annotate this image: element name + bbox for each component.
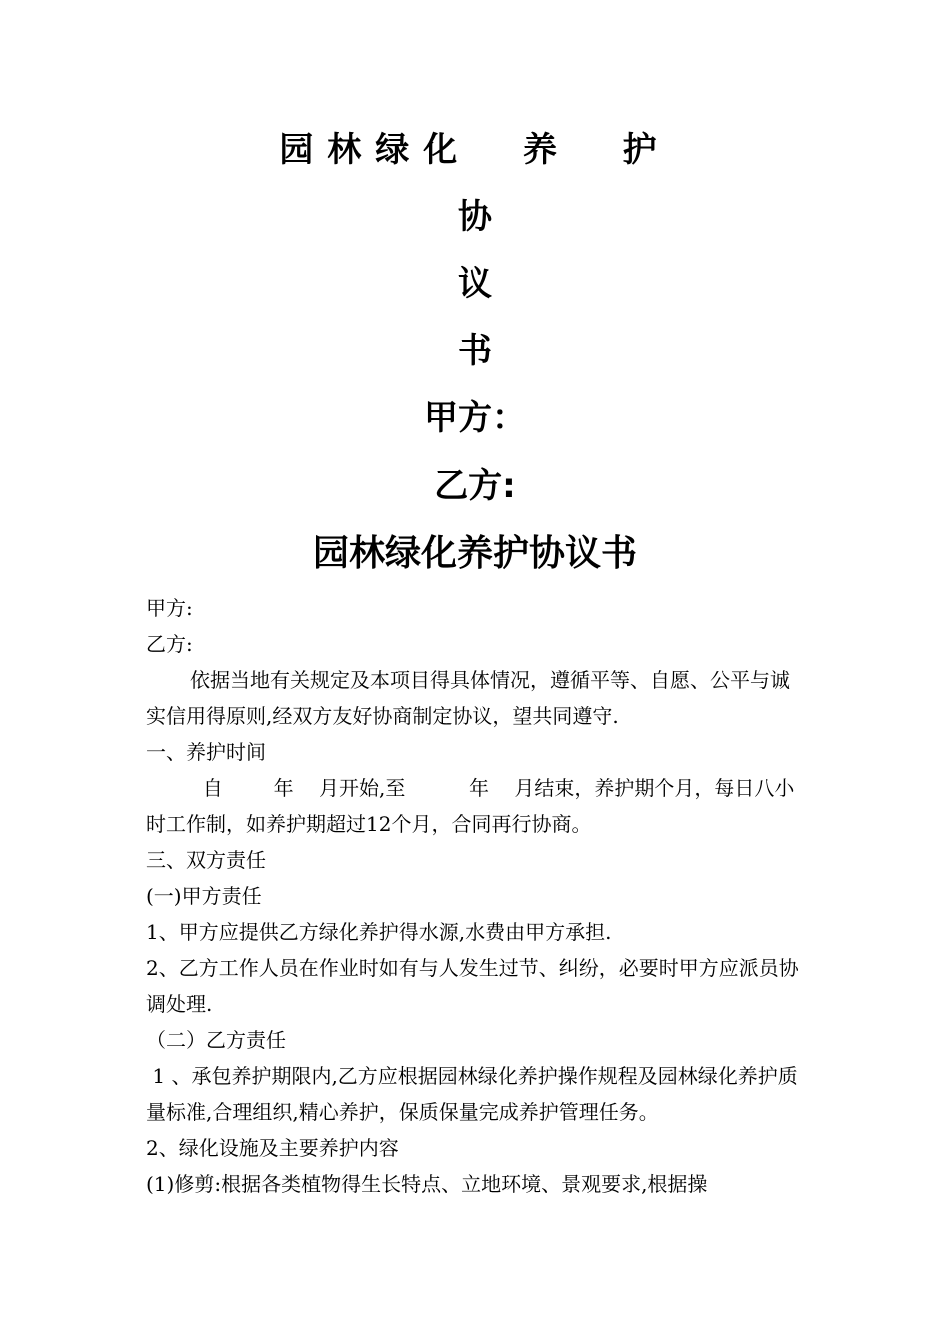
party-a-clause-1: 1、甲方应提供乙方绿化养护得水源,水费由甲方承担.: [146, 920, 612, 944]
party-a-line: 甲方:: [146, 596, 193, 620]
cover-char-xie: 协: [458, 197, 492, 237]
party-b-clause-1: 1 、承包养护期限内,乙方应根据园林绿化养护操作规程及园林绿化养护质量标准,合理组织,精心养护，保质保量完成养护管理任务。: [146, 1064, 798, 1124]
subsection-party-b: （二）乙方责任: [146, 1028, 286, 1052]
document-body: [146, 590, 808, 1202]
cover-char-shu: 书: [458, 331, 492, 371]
maintenance-period-paragraph: 自 年 月开始,至 年 月结束，养护期个月，每日八小时工作制，如养护期超过12个月，合同再行协商。: [146, 776, 795, 836]
party-b-clause-2: 2、绿化设施及主要养护内容: [146, 1136, 399, 1160]
preamble-paragraph: 依据当地有关规定及本项目得具体情况，遵循平等、自愿、公平与诚实信用得原则,经双方友好协商制定协议，望共同遵守.: [146, 668, 790, 728]
party-a-clause-2: 2、乙方工作人员在作业时如有与人发生过节、纠纷，必要时甲方应派员协调处理.: [146, 956, 799, 1016]
document-title: 园林绿化养护协议书: [312, 533, 637, 574]
section-heading-responsibilities: 三、双方责任: [146, 848, 266, 872]
cover-party-b: 乙方:: [434, 466, 516, 506]
pruning-item: (1)修剪:根据各类植物得生长特点、立地环境、景观要求,根据操: [146, 1172, 708, 1196]
subsection-party-a: (一)甲方责任: [146, 884, 262, 908]
cover-title-line: 园林绿化 养 护: [279, 130, 671, 170]
party-b-line: 乙方:: [146, 632, 193, 656]
cover-party-a: 甲方：: [424, 398, 526, 438]
cover-char-yi: 议: [458, 264, 492, 304]
section-heading-time: 一、养护时间: [146, 740, 266, 764]
